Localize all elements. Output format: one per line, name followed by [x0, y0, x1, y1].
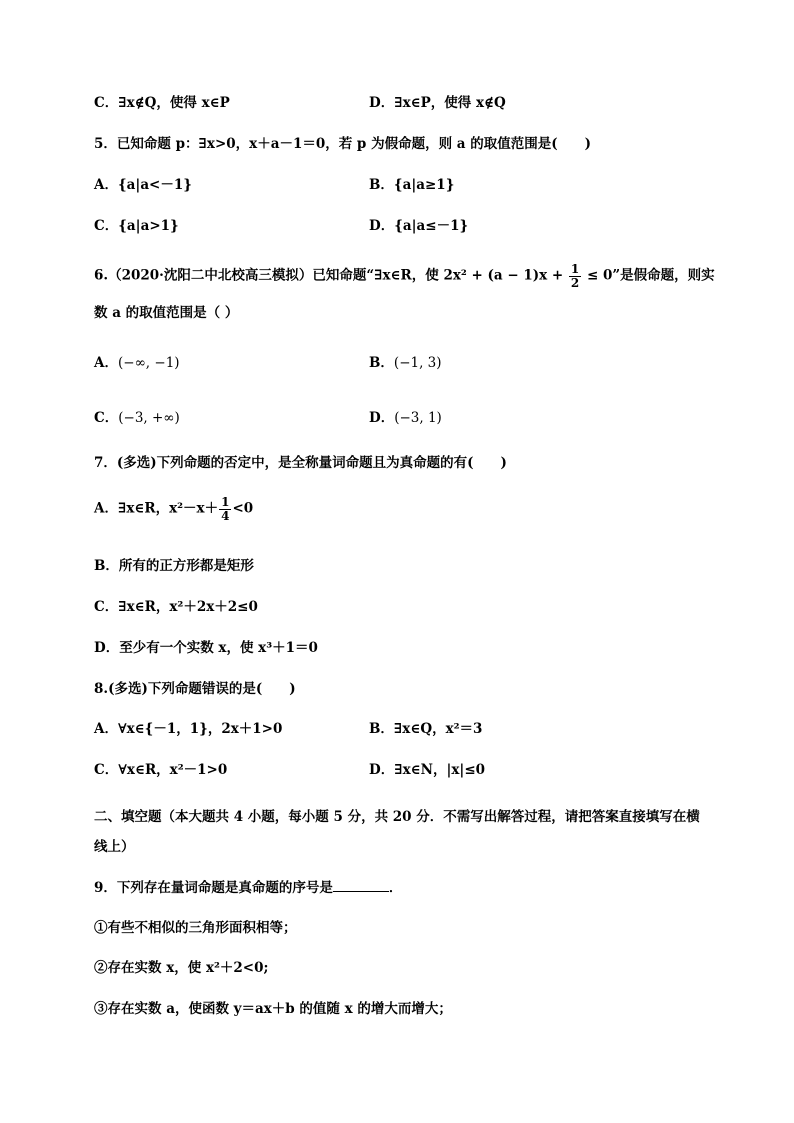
- q6-option-c: [94, 410, 180, 426]
- q9-item-1: ①有些不相似的三角形面积相等；: [94, 920, 297, 936]
- q8-option-c: C．∀x∈R，x²－1>0: [94, 762, 228, 778]
- q6-option-b: [369, 355, 442, 371]
- q8-stem: 8.(多选)下列命题错误的是( ): [94, 681, 296, 697]
- q9-item-3: ③存在实数 a，使函数 y＝ax＋b 的值随 x 的增大而增大；: [94, 1001, 452, 1017]
- q6-b-value: (−1, 3): [393, 355, 442, 371]
- section2-heading-cont: 线上）: [94, 839, 135, 855]
- q5-option-b: B．{a|a≥1}: [369, 177, 455, 193]
- q9-stem-post: ．: [388, 880, 403, 896]
- q7-frac-den: 4: [221, 508, 230, 523]
- q6-option-d: [369, 410, 442, 426]
- q6-c-label: C．: [94, 410, 119, 426]
- q8-option-a: A．∀x∈{－1，1}，2x＋1>0: [94, 721, 283, 737]
- q6-option-a: [94, 355, 180, 371]
- q4-option-c: C．∃x∉Q，使得 x∈P: [94, 95, 230, 111]
- q6-d-value: (−3, 1): [394, 410, 442, 426]
- q6-fraction: [569, 263, 581, 289]
- q8-option-d: D．∃x∈N，|x|≤0: [369, 762, 486, 778]
- q5-option-c: C．{a|a>1}: [94, 218, 179, 234]
- q5-option-a: A．{a|a<－1}: [94, 177, 192, 193]
- q7-fraction: [219, 496, 231, 522]
- q6-stem: [94, 263, 715, 289]
- q6-c-value: (−3, +∞): [118, 410, 180, 426]
- answer-blank[interactable]: [333, 879, 389, 892]
- q7-stem: 7．(多选)下列命题的否定中，是全称量词命题且为真命题的有( ): [94, 455, 507, 471]
- q6-a-label: A．: [94, 355, 118, 371]
- q7-option-d: D．至少有一个实数 x，使 x³＋1＝0: [94, 640, 318, 656]
- q9-item-2: ②存在实数 x，使 x²＋2<0;: [94, 960, 269, 976]
- q8-option-b: B．∃x∈Q，x²＝3: [369, 721, 483, 737]
- q6-d-label: D．: [369, 410, 395, 426]
- q7-a-post: <0: [232, 500, 254, 517]
- q7-option-c: C．∃x∈R，x²＋2x＋2≤0: [94, 599, 258, 615]
- q5-option-d: D．{a|a≤－1}: [369, 218, 469, 234]
- q6-a-value: (−∞, −1): [117, 355, 180, 371]
- q7-option-a: [94, 496, 253, 522]
- q9-stem: [94, 879, 402, 896]
- q9-stem-pre: 9．下列存在量词命题是真命题的序号是: [94, 880, 333, 896]
- q6-frac-den: 2: [570, 275, 580, 290]
- q5-stem: 5．已知命题 p：∃x>0，x＋a－1＝0，若 p 为假命题，则 a 的取值范围是( ): [94, 136, 591, 152]
- q6-frac-num: 1: [570, 262, 580, 276]
- q6-stem-line2: 数 a 的取值范围是（ ）: [94, 305, 239, 321]
- q7-frac-num: 1: [221, 495, 230, 509]
- section2-heading: 二、填空题（本大题共 4 小题，每小题 5 分，共 20 分．不需写出解答过程，请把答案直接填写在横: [94, 809, 700, 825]
- q4-option-d: D．∃x∈P，使得 x∉Q: [369, 95, 506, 111]
- q6-stem-pre: 6.（2020·沈阳二中北校高三模拟）已知命题“∃x∈R，使 2x² + (a − 1)x +: [94, 267, 568, 284]
- q7-a-pre: A．∃x∈R，x²－x＋: [94, 500, 219, 517]
- q6-stem-post: ≤ 0”是假命题，则实: [582, 267, 715, 284]
- q6-b-label: B．: [369, 355, 394, 371]
- q7-option-b: B．所有的正方形都是矩形: [94, 558, 254, 574]
